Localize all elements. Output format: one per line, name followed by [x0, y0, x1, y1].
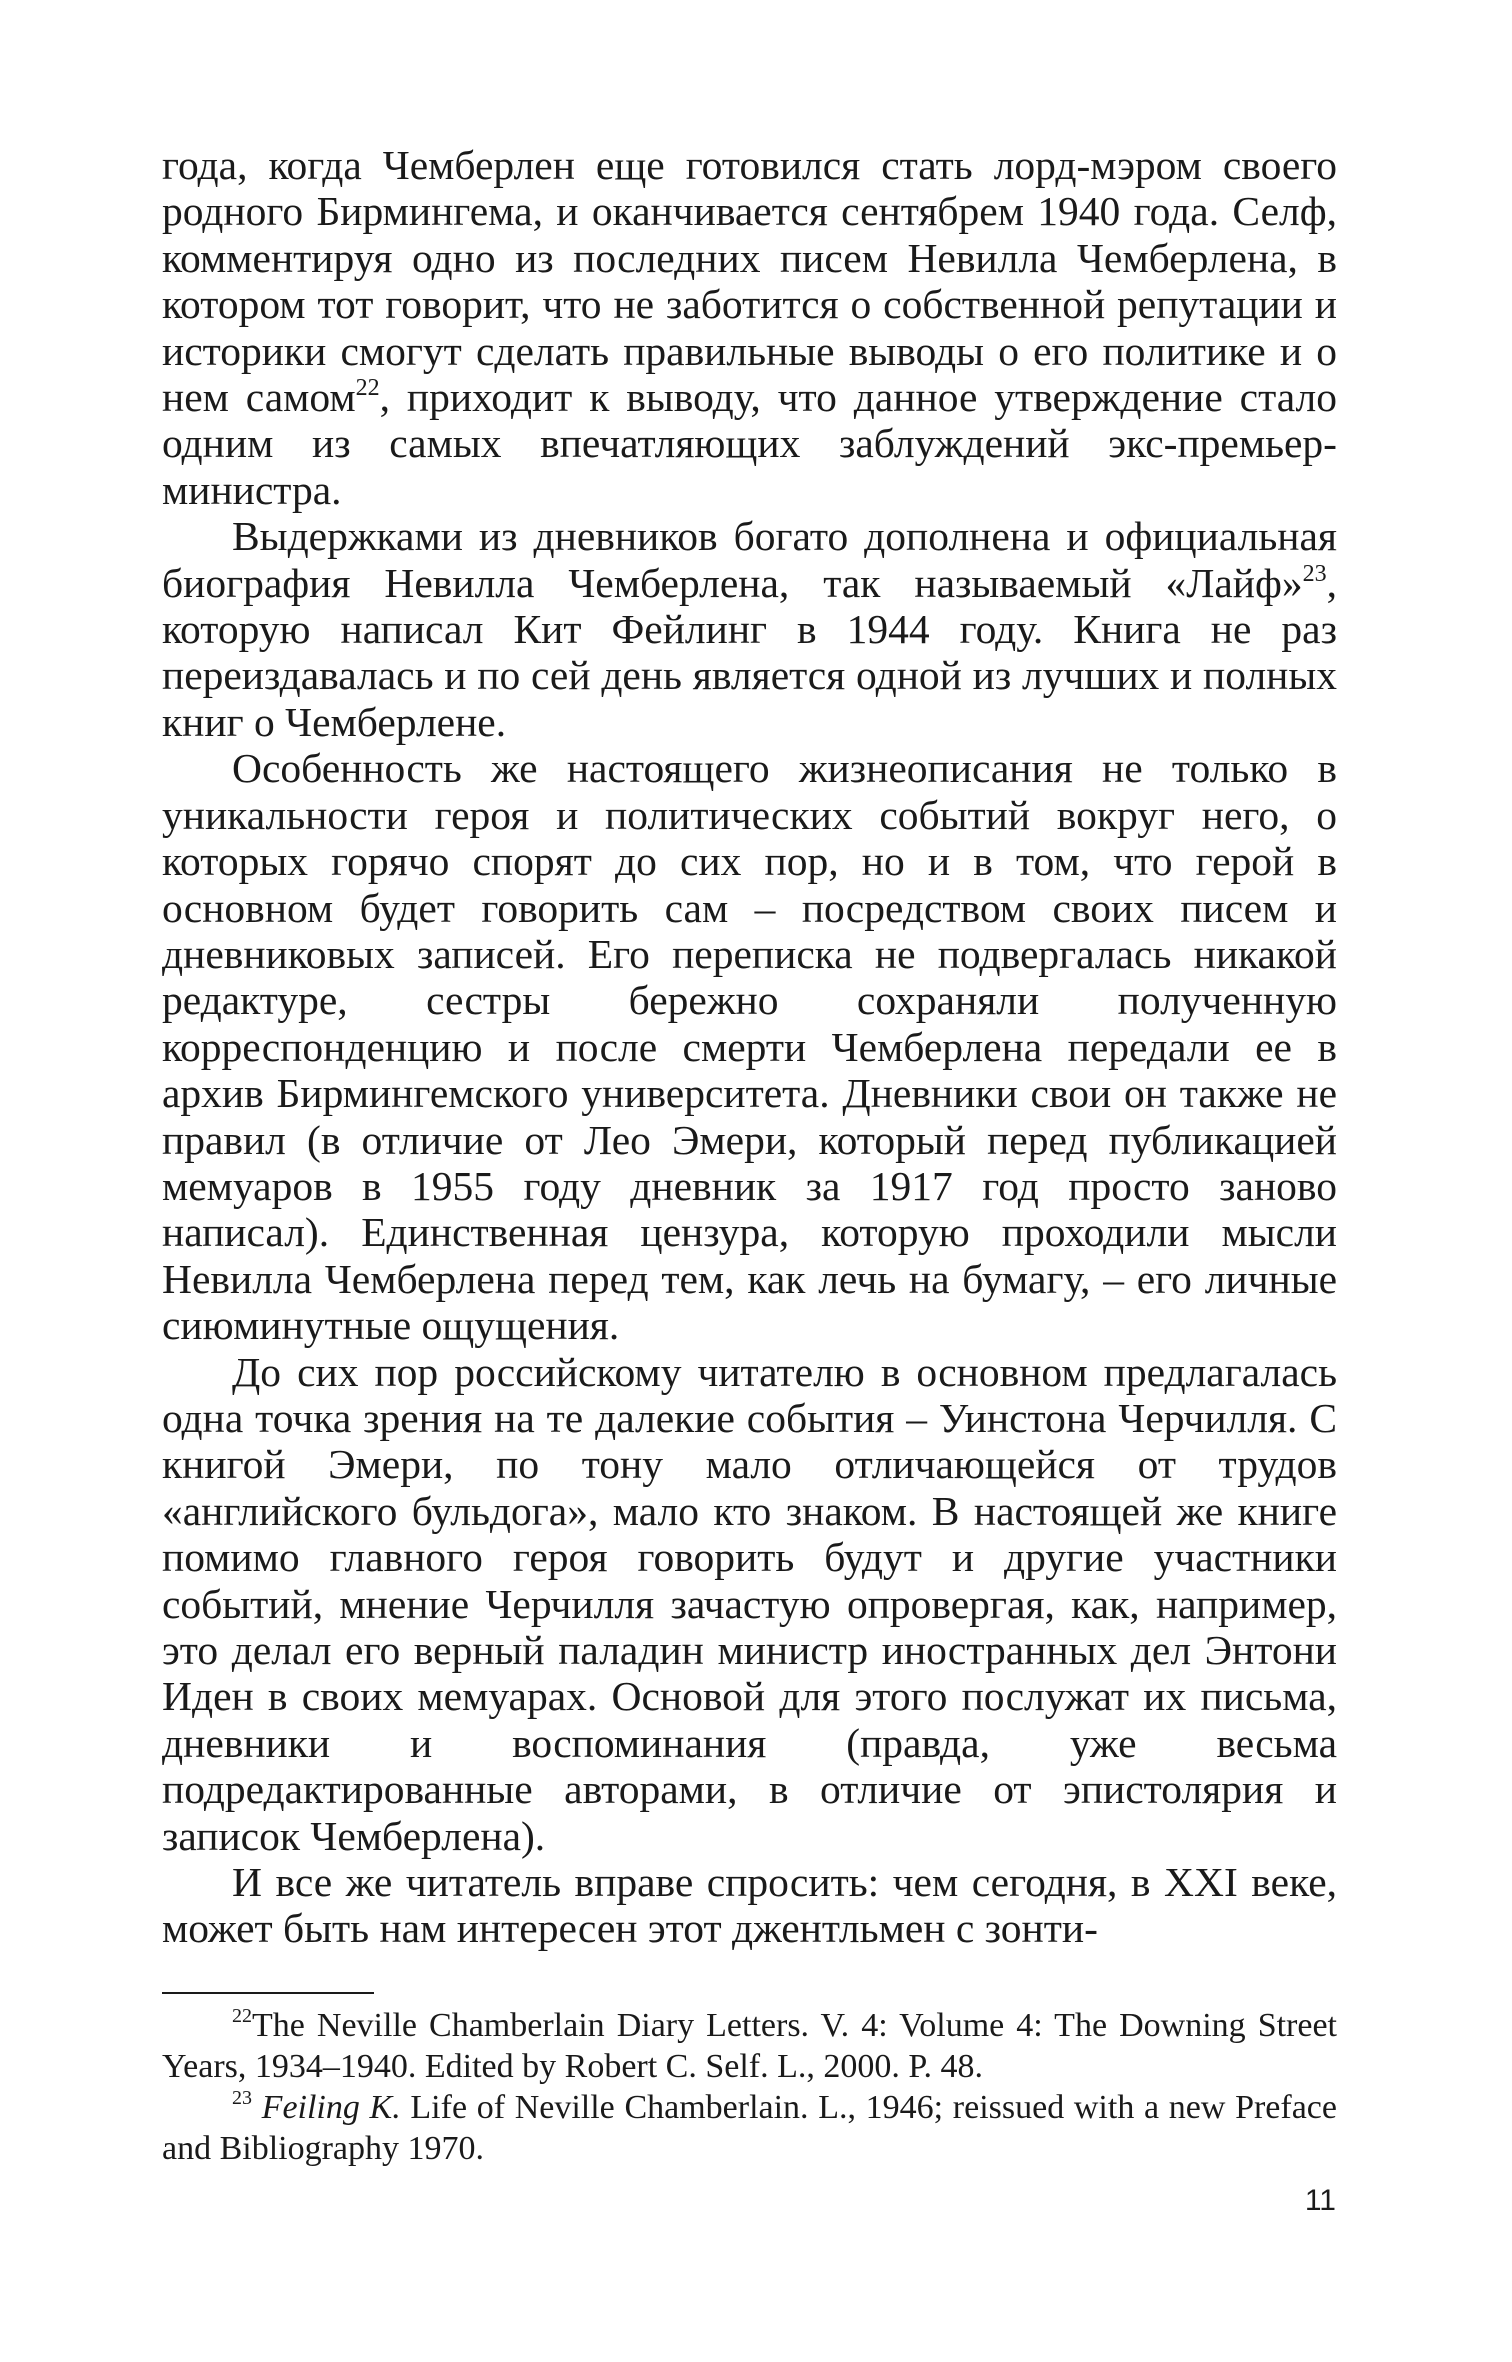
paragraph-3: Особенность же настоящего жизнеописания не только в уникальности героя и политических событий вокруг него, о которых горячо спорят до сих пор, но и в том, что герой в основном будет говорить сам – посредством своих писем и дневниковых записей. Его переписка не подвергалась никакой редактуре, сестры бережно сохраняли полученную корреспонденцию и после смерти Чемберлена передали ее в архив Бирмингемского университета. Дневники свои он также не правил (в отличие от Лео Эмери, который перед публикацией мемуаров в 1955 году дневник за 1917 год просто заново написал). Единственная цензура, которую проходили мысли Невилла Чемберлена перед тем, как лечь на бумагу, – его личные сиюминутные ощущения.	[162, 745, 1337, 1349]
footnote-text: The Neville Chamberlain Diary Letters. V. 4: Volume 4: The Downing Street Years, 1934–1940. Edited by Robert C. Self. L., 2000. P. 48.	[162, 2007, 1337, 2085]
paragraph-1-text-b: , приходит к выводу, что данное утверждение стало одним из самых впечатляющих заблуждений экс-премьер-министра.	[162, 374, 1337, 513]
footnote-number: 22	[232, 2005, 252, 2027]
footnote-22	[162, 2005, 1337, 2087]
footnote-23	[162, 2087, 1337, 2169]
footnote-text: Life of Neville Chamberlain. L., 1946; reissued with a new Preface and Bibliography 1970.	[162, 2089, 1337, 2167]
footnote-divider	[162, 1992, 374, 1994]
footnote-number: 23	[232, 2087, 252, 2109]
footnotes	[162, 2005, 1337, 2169]
paragraph-1-text-a: года, когда Чемберлен еще готовился стать лорд-мэром своего родного Бирмингема, и оканчивается сентябрем 1940 года. Селф, комментируя одно из последних писем Невилла Чемберлена, в котором тот говорит, что не заботится о собственной репутации и историки смогут сделать правильные выводы о его политике и о нем самом	[162, 142, 1337, 421]
page-number: 11	[1304, 2184, 1336, 2217]
paragraph-4: До сих пор российскому читателю в основном предлагалась одна точка зрения на те далекие события – Уинстона Черчилля. С книгой Эмери, по тону мало отличающейся от трудов «английского бульдога», мало кто знаком. В настоящей же книге помимо главного героя говорить будут и другие участники событий, мнение Черчилля зачастую опровергая, как, например, это делал его верный паладин министр иностранных дел Энтони Иден в своих мемуарах. Основой для этого послужат их письма, дневники и воспоминания (правда, уже весьма подредактированные авторами, в отличие от эпистолярия и записок Чемберлена).	[162, 1348, 1337, 1859]
body-text	[162, 142, 1337, 1952]
paragraph-2-text-a: Выдержками из дневников богато дополнена и официальная биография Невилла Чемберлена, так называемый «Лайф»	[162, 513, 1337, 606]
paragraph-2-text-b: , которую написал Кит Фейлинг в 1944 году. Книга не раз переиздавалась и по сей день является одной из лучших и полных книг о Чемберлене.	[162, 559, 1337, 745]
footnote-author: Feiling K.	[261, 2089, 401, 2126]
paragraph-5: И все же читатель вправе спросить: чем сегодня, в XXI веке, может быть нам интересен этот джентльмен с зонти-	[162, 1859, 1337, 1952]
paragraph-1	[162, 142, 1337, 513]
footnote-ref-23[interactable]: 23	[1302, 560, 1327, 587]
footnote-ref-22[interactable]: 22	[355, 375, 380, 402]
paragraph-2	[162, 513, 1337, 745]
